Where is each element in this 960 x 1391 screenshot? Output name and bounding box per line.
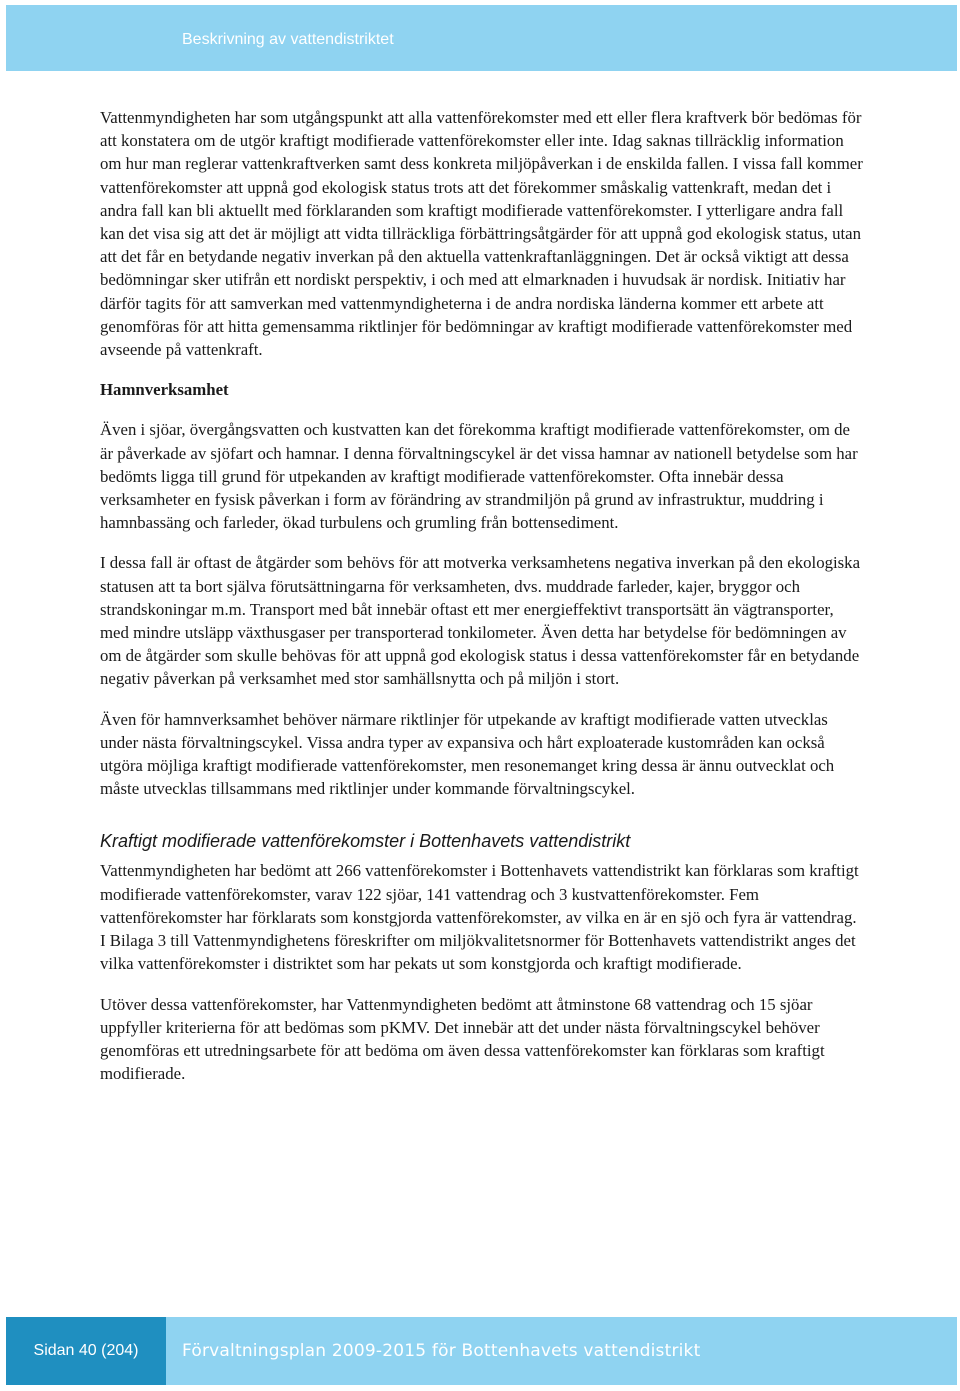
page-footer	[6, 1317, 957, 1385]
section-heading-hamnverksamhet: Hamnverksamhet	[100, 380, 229, 400]
page-number-box	[6, 1317, 166, 1385]
page-number: Sidan 40 (204)	[33, 1342, 139, 1359]
paragraph-hamn-riktlinjer: Även för hamnverksamhet behöver närmare riktlinjer för utpekande av kraftigt modifierade vatten utvecklas under nästa förvaltningscykel. Vissa andra typer av expansiva och hårt exploaterade kustområden kan också utgöra möjliga kraftigt modifierade vattenförekomster, men resonemanget kring dessa är ännu outvecklat och måste utvecklas tillsammans med riktlinjer under kommande förvaltningscykel.	[100, 709, 835, 799]
paragraph-hamn-atgarder: I dessa fall är oftast de åtgärder som behövs för att motverka verksamhetens negativa inverkan på den ekologiska statusen att ta bort själva förutsättningarna för verksamheten, dvs. muddrade farleder, kajer, bryggor och strandskoningar m.m. Transport med båt innebär oftast ett mer energieffektivt transportsätt än vägtransporter, med mindre utsläpp växthusgaser per transporterad tonkilometer. Även detta har betydelse för bedömningen av om de åtgärder som skulle behövas för att uppnå god ekologisk status i dessa vattenförekomster får en betydande negativ påverkan på verksamhet med stor samhällsnytta och på miljön i stort.	[100, 553, 861, 689]
paragraph-hamn-intro: Även i sjöar, övergångsvatten och kustvatten kan det förekomma kraftigt modifierade vattenförekomster, om de är påverkade av sjöfart och hamnar. I denna förvaltningscykel är det vissa hamnar av nationell betydelse som har bedömts ligga till grund för utpekanden av kraftigt modifierade vattenförekomster. Ofta innebär dessa verksamheter en fysisk påverkan i form av förändring av strandmiljön på grund av infrastruktur, muddring i hamnbassäng och farleder, ökad turbulens och grumling från bottensediment.	[100, 420, 858, 533]
section-heading-kmv-bottenhavet: Kraftigt modifierade vattenförekomster i Bottenhavets vattendistrikt	[100, 831, 631, 852]
page-header	[6, 5, 957, 71]
paragraph-pkmv: Utöver dessa vattenförekomster, har Vattenmyndigheten bedömt att åtminstone 68 vattendrag och 15 sjöar uppfyller kriterierna för att bedömas som pKMV. Det innebär att det under nästa förvaltningscykel behöver genomföras ett utredningsarbete för att bedöma om även dessa vattenförekomster kan förklaras som kraftigt modifierade.	[100, 994, 825, 1084]
paragraph-kmv-antal: Vattenmyndigheten har bedömt att 266 vattenförekomster i Bottenhavets vattendistrikt kan förklaras som kraftigt modifierade vattenförekomster, varav 122 sjöar, 141 vattendrag och 3 kustvattenförekomster. Fem vattenförekomster har förklarats som konstgjorda vattenförekomster, av vilka en är en sjö och fyra är vattendrag. I Bilaga 3 till Vattenmyndighetens föreskrifter om miljökvalitetsnormer för Bottenhavets vattendistrikt anges det vilka vattenförekomster i distriktet som har pekats ut som konstgjorda och kraftigt modifierade.	[100, 861, 859, 974]
document-body	[100, 106, 864, 1102]
paragraph-vattenkraft: Vattenmyndigheten har som utgångspunkt att alla vattenförekomster med ett eller flera kraftverk bör bedömas för att konstatera om de utgör kraftigt modifierade vattenförekomster eller inte. Idag saknas tillräcklig information om hur man reglerar vattenkraftverken samt dess konkreta miljöpåverkan i de enskilda fallen. I vissa fall kommer vattenförekomster att uppnå god ekologisk status trots att det förekommer småskalig vattenkraft, medan det i andra fall kan bli aktuellt med förklaranden som kraftigt modifierade vattenförekomster. I ytterligare andra fall kan det visa sig att det är möjligt att vidta tillräckliga förbättringsåtgärder för att uppnå god ekologisk status, utan att det får en betydande negativ inverkan på den aktuella vattenkraftanläggningen. Det är också viktigt att dessa bedömningar sker utifrån ett nordiskt perspektiv, i och med att elmarknaden i huvudsak är nordisk. Initiativ har därför tagits för att samverkan med vattenmyndigheterna i de andra nordiska länderna kommer ett arbete att genomföras för att hitta gemensamma riktlinjer för bedömningar av kraftigt modifierade vattenförekomster med avseende på vattenkraft.	[100, 108, 863, 360]
footer-title: Förvaltningsplan 2009-2015 för Bottenhavets vattendistrikt	[182, 1341, 701, 1361]
header-title: Beskrivning av vattendistriktet	[182, 31, 394, 48]
